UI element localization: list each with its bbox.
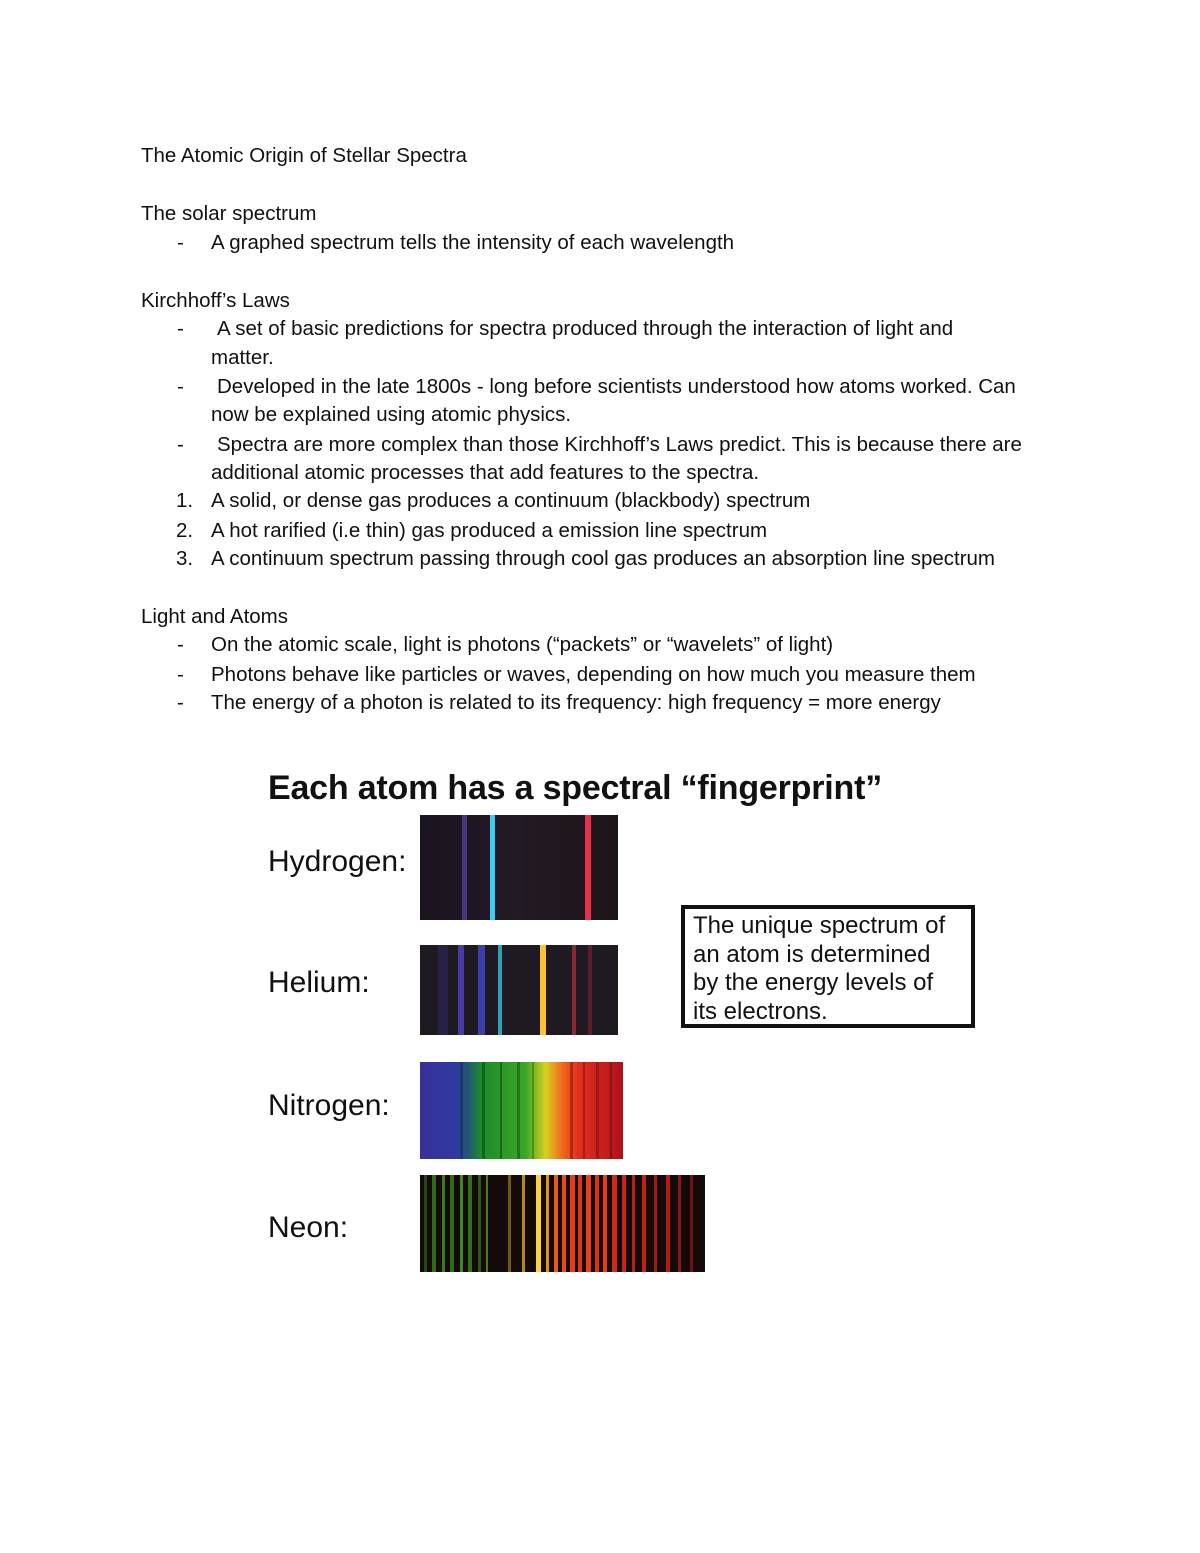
bullet-dash: -	[177, 433, 184, 456]
section-heading-solar: The solar spectrum	[141, 202, 317, 225]
note-line: by the energy levels of	[693, 969, 934, 996]
bullet-text: The energy of a photon is related to its frequency: high frequency = more energy	[211, 691, 941, 714]
figure-title: Each atom has a spectral “fingerprint”	[268, 769, 883, 807]
spectral-line	[585, 815, 591, 920]
bullet-text: A set of basic predictions for spectra produced through the interaction of light and	[217, 317, 954, 340]
law-text: A hot rarified (i.e thin) gas produced a emission line spectrum	[211, 519, 768, 542]
spectral-line	[490, 815, 495, 920]
helium-spectrum	[420, 945, 618, 1035]
bullet-text-continued: additional atomic processes that add features to the spectra.	[211, 461, 760, 484]
spectral-line	[572, 945, 576, 1035]
bullet-dash: -	[177, 317, 184, 340]
helium-label: Helium:	[268, 966, 370, 999]
bullet-text: Developed in the late 1800s - long before scientists understood how atoms worked. Can	[217, 375, 1016, 398]
spectral-line	[478, 945, 485, 1035]
bullet-text-continued: matter.	[211, 346, 274, 369]
nitrogen-label: Nitrogen:	[268, 1089, 390, 1122]
section-heading-light: Light and Atoms	[141, 605, 289, 628]
section-heading-kirchhoff: Kirchhoff’s Laws	[141, 289, 290, 312]
bullet-text-continued: now be explained using atomic physics.	[211, 403, 572, 426]
nitrogen-spectrum	[420, 1062, 623, 1159]
spectral-line	[498, 945, 502, 1035]
note-box	[681, 905, 975, 1028]
hydrogen-label: Hydrogen:	[268, 845, 407, 878]
spectral-line	[540, 945, 546, 1035]
list-number: 3.	[176, 547, 194, 570]
spectra-figure	[262, 760, 992, 1280]
list-number: 1.	[176, 489, 194, 512]
neon-label: Neon:	[268, 1211, 349, 1244]
bullet-dash: -	[177, 375, 184, 398]
note-line: The unique spectrum of	[693, 912, 946, 939]
law-text: A continuum spectrum passing through cool gas produces an absorption line spectrum	[211, 547, 996, 570]
note-line: its electrons.	[693, 997, 828, 1025]
bullet-text: Photons behave like particles or waves, depending on how much you measure them	[211, 663, 976, 686]
spectral-line	[462, 815, 467, 920]
spectral-line	[588, 945, 592, 1035]
bullet-dash: -	[177, 691, 184, 714]
spectral-line	[458, 945, 464, 1035]
bullet-dash: -	[177, 663, 184, 686]
bullet-text: Spectra are more complex than those Kirchhoff’s Laws predict. This is because there are	[217, 433, 1022, 456]
list-number: 2.	[176, 519, 194, 542]
bullet-dash: -	[177, 633, 184, 656]
hydrogen-spectrum	[420, 815, 618, 920]
bullet-text: A graphed spectrum tells the intensity of each wavelength	[211, 231, 735, 254]
law-text: A solid, or dense gas produces a continuum (blackbody) spectrum	[211, 489, 811, 512]
note-line: an atom is determined	[693, 940, 931, 968]
neon-spectrum	[420, 1175, 705, 1272]
document-title: The Atomic Origin of Stellar Spectra	[141, 144, 467, 167]
bullet-dash: -	[177, 231, 184, 254]
bullet-text: On the atomic scale, light is photons (“packets” or “wavelets” of light)	[211, 633, 834, 656]
